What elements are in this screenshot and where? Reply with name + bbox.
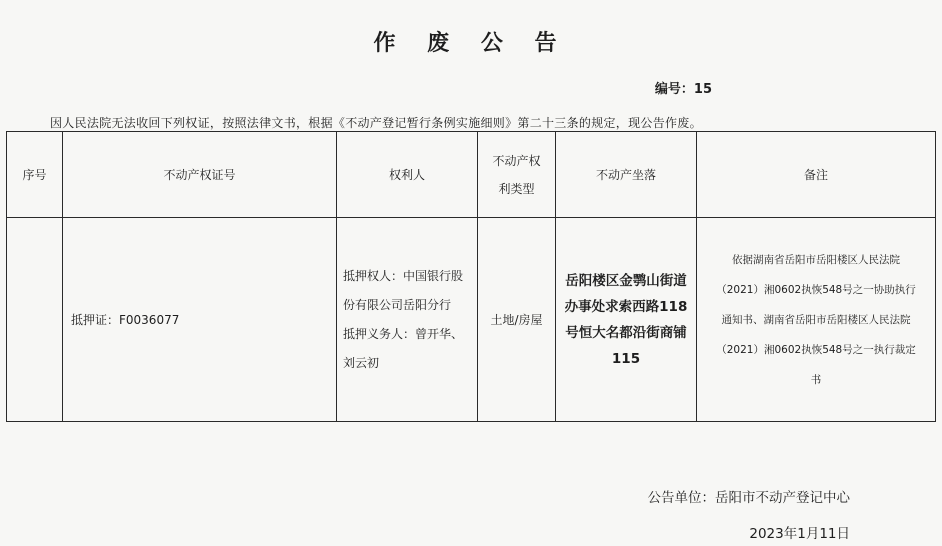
page-title: 作 废 公 告: [373, 31, 569, 56]
issuing-unit: 公告单位：岳阳市不动产登记中心: [647, 490, 850, 506]
header-holder: 权利人: [337, 132, 478, 218]
holder-line: 抵押权人：中国银行股: [343, 268, 464, 283]
remark-line: 书: [810, 373, 822, 386]
table-header-row: [7, 132, 936, 218]
holder-line: 刘云初: [343, 355, 380, 370]
header-cert-no: 不动产权证号: [63, 132, 337, 218]
cell-remark: [697, 218, 936, 422]
remark-line: 通知书、湖南省岳阳市岳阳楼区人民法院: [721, 313, 911, 326]
header-right-type: [478, 132, 556, 218]
cell-cert-no: 抵押证：F0036077: [63, 218, 337, 422]
void-certificate-table: [6, 131, 936, 422]
cell-serial: [7, 218, 63, 422]
header-serial: 序号: [7, 132, 63, 218]
remark-line: 依据湖南省岳阳市岳阳楼区人民法院: [732, 253, 900, 266]
cell-holder: [337, 218, 478, 422]
holder-line: 份有限公司岳阳分行: [343, 297, 452, 312]
header-remark: 备注: [697, 132, 936, 218]
cell-right-type: 土地/房屋: [478, 218, 556, 422]
table-row: [7, 218, 936, 422]
issue-date: 2023年1月11日: [749, 526, 850, 542]
header-location: 不动产坐落: [556, 132, 697, 218]
intro-paragraph: 因人民法院无法收回下列权证，按照法律文书，根据《不动产登记暂行条例实施细则》第二十三条的规定，现公告作废。: [50, 116, 702, 130]
remark-line: （2021）湘0602执恢548号之一执行裁定: [716, 343, 916, 356]
cell-location: 岳阳楼区金鹗山街道办事处求索西路118号恒大名都沿街商铺115: [556, 218, 697, 422]
holder-line: 抵押义务人：曾开华、: [343, 326, 464, 341]
document-number: 编号：15: [654, 82, 712, 97]
header-right-type-line2: 利类型: [498, 181, 535, 196]
remark-line: （2021）湘0602执恢548号之一协助执行: [716, 283, 916, 296]
header-right-type-line1: 不动产权: [492, 153, 541, 168]
